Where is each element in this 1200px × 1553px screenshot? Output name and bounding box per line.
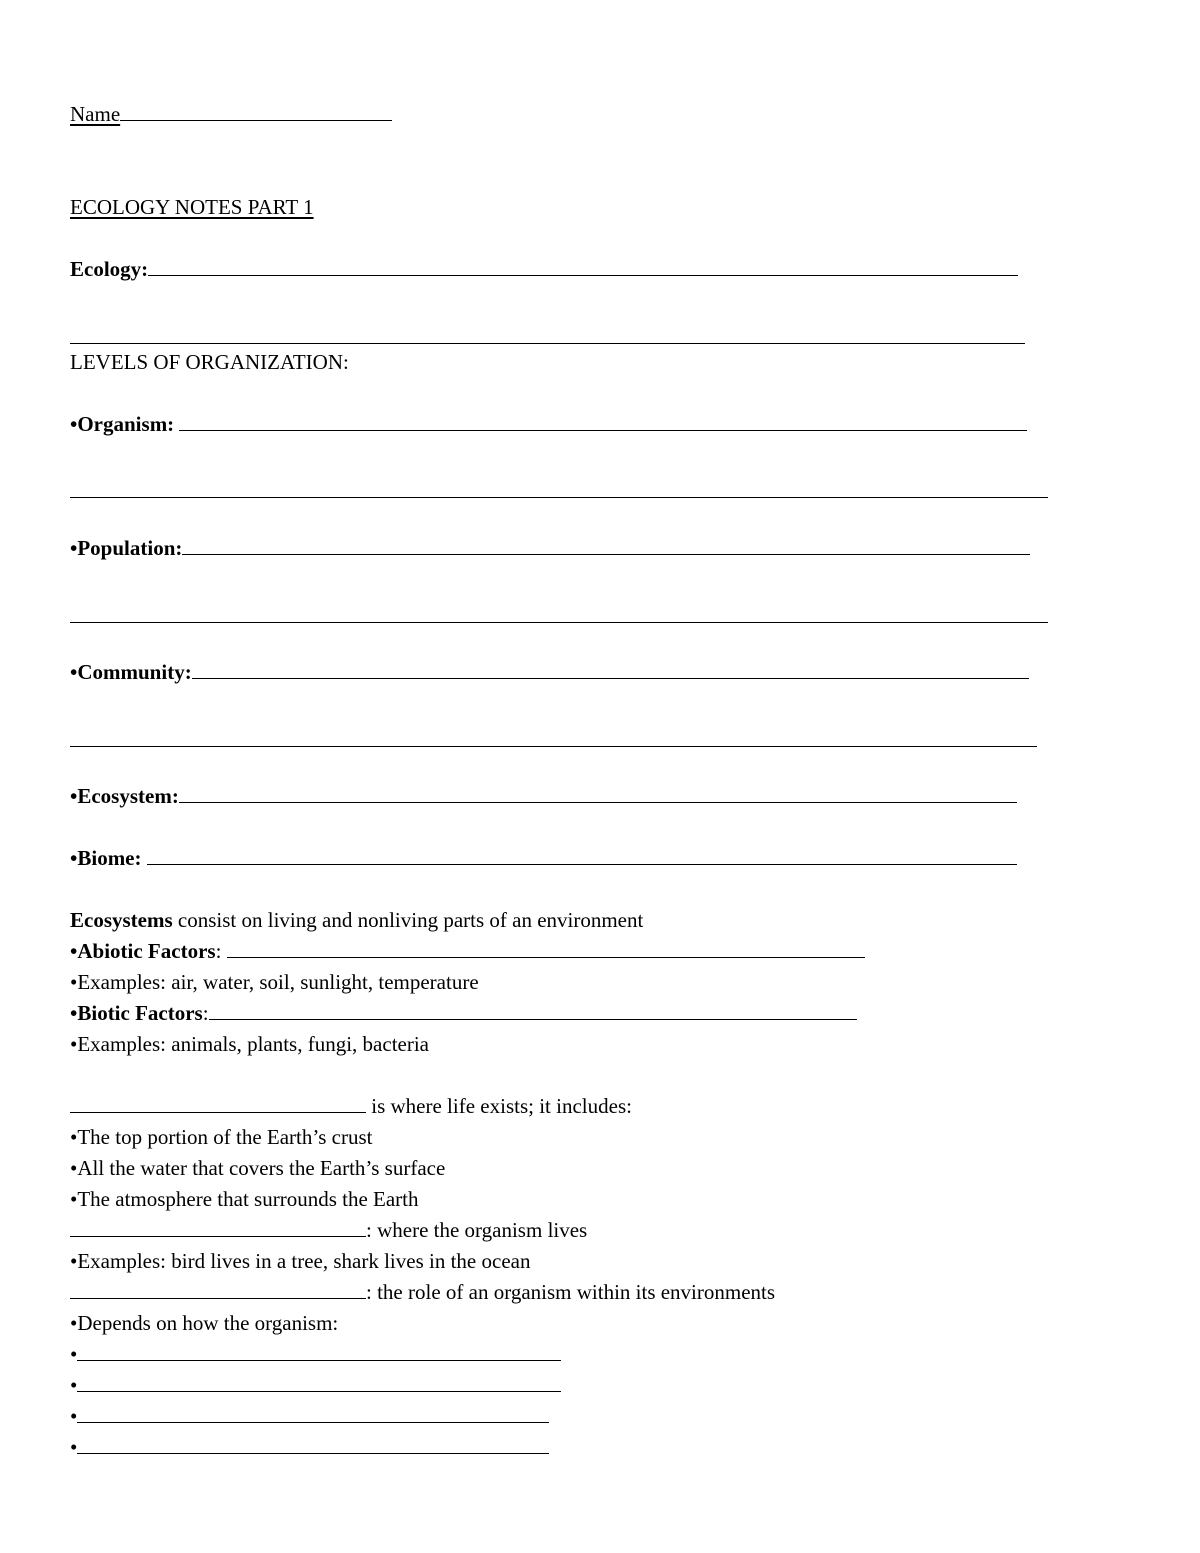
organism-blank-2[interactable]	[70, 497, 1048, 498]
niche-bullet-blank[interactable]	[77, 1371, 561, 1392]
ecology-blank-2[interactable]	[70, 343, 1025, 344]
bullet: •	[70, 1373, 78, 1397]
ecosystems-bold-word: Ecosystems	[70, 908, 173, 932]
niche-bullet-line	[70, 1402, 549, 1430]
biotic-line	[70, 999, 857, 1027]
biosphere-item: •The atmosphere that surrounds the Earth	[70, 1187, 419, 1211]
bullet: •	[70, 1435, 78, 1459]
niche-bullet-blank[interactable]	[77, 1402, 549, 1423]
ecosystem-label: •Ecosystem:	[70, 784, 179, 808]
community-blank-2[interactable]	[70, 746, 1037, 747]
biosphere-item: •The top portion of the Earth’s crust	[70, 1125, 373, 1149]
niche-line	[70, 1278, 775, 1306]
ecology-line	[70, 255, 1018, 283]
ecosystem-line	[70, 782, 1017, 810]
abiotic-label: •Abiotic Factors	[70, 939, 216, 963]
name-label: Name	[70, 102, 121, 126]
habitat-examples: •Examples: bird lives in a tree, shark lives in the ocean	[70, 1249, 531, 1273]
biotic-label: •Biotic Factors	[70, 1001, 203, 1025]
bullet: •	[70, 1404, 78, 1428]
abiotic-colon: :	[215, 939, 227, 963]
niche-text: : the role of an organism within its environments	[366, 1280, 776, 1304]
habitat-line	[70, 1216, 587, 1244]
biosphere-line	[70, 1092, 632, 1120]
biosphere-item: •All the water that covers the Earth’s surface	[70, 1156, 446, 1180]
name-blank[interactable]	[120, 100, 392, 121]
ecology-label: Ecology:	[70, 257, 149, 281]
population-blank[interactable]	[182, 534, 1030, 555]
biotic-colon: :	[202, 1001, 209, 1025]
ecosystems-sentence-text: consist on living and nonliving parts of an environment	[172, 908, 644, 932]
niche-bullet-line	[70, 1340, 561, 1368]
habitat-blank[interactable]	[70, 1216, 366, 1237]
abiotic-blank[interactable]	[227, 937, 865, 958]
community-label: •Community:	[70, 660, 192, 684]
habitat-text: : where the organism lives	[366, 1218, 588, 1242]
community-line	[70, 658, 1029, 686]
organism-label: •Organism:	[70, 412, 180, 436]
niche-bullet-blank[interactable]	[77, 1433, 549, 1454]
bullet: •	[70, 1342, 78, 1366]
organism-line	[70, 410, 1027, 438]
niche-blank[interactable]	[70, 1278, 366, 1299]
biome-blank[interactable]	[147, 844, 1017, 865]
community-blank[interactable]	[192, 658, 1029, 679]
name-line	[70, 100, 392, 128]
biotic-blank[interactable]	[209, 999, 857, 1020]
levels-heading: LEVELS OF ORGANIZATION:	[70, 350, 349, 374]
population-label: •Population:	[70, 536, 183, 560]
niche-bullet-blank[interactable]	[77, 1340, 561, 1361]
niche-bullet-line	[70, 1371, 561, 1399]
biosphere-blank[interactable]	[70, 1092, 366, 1113]
niche-depends: •Depends on how the organism:	[70, 1311, 339, 1335]
population-line	[70, 534, 1030, 562]
biotic-examples: •Examples: animals, plants, fungi, bacteria	[70, 1032, 429, 1056]
ecology-blank[interactable]	[148, 255, 1018, 276]
abiotic-examples: •Examples: air, water, soil, sunlight, temperature	[70, 970, 479, 994]
abiotic-line	[70, 937, 865, 965]
ecosystem-blank[interactable]	[179, 782, 1017, 803]
ecosystems-sentence	[70, 906, 643, 934]
niche-bullet-line	[70, 1433, 549, 1461]
biome-label: •Biome:	[70, 846, 147, 870]
organism-blank[interactable]	[179, 410, 1027, 431]
biome-line	[70, 844, 1017, 872]
page-title: ECOLOGY NOTES PART 1	[70, 195, 314, 219]
biosphere-text: is where life exists; it includes:	[366, 1094, 632, 1118]
population-blank-2[interactable]	[70, 622, 1048, 623]
